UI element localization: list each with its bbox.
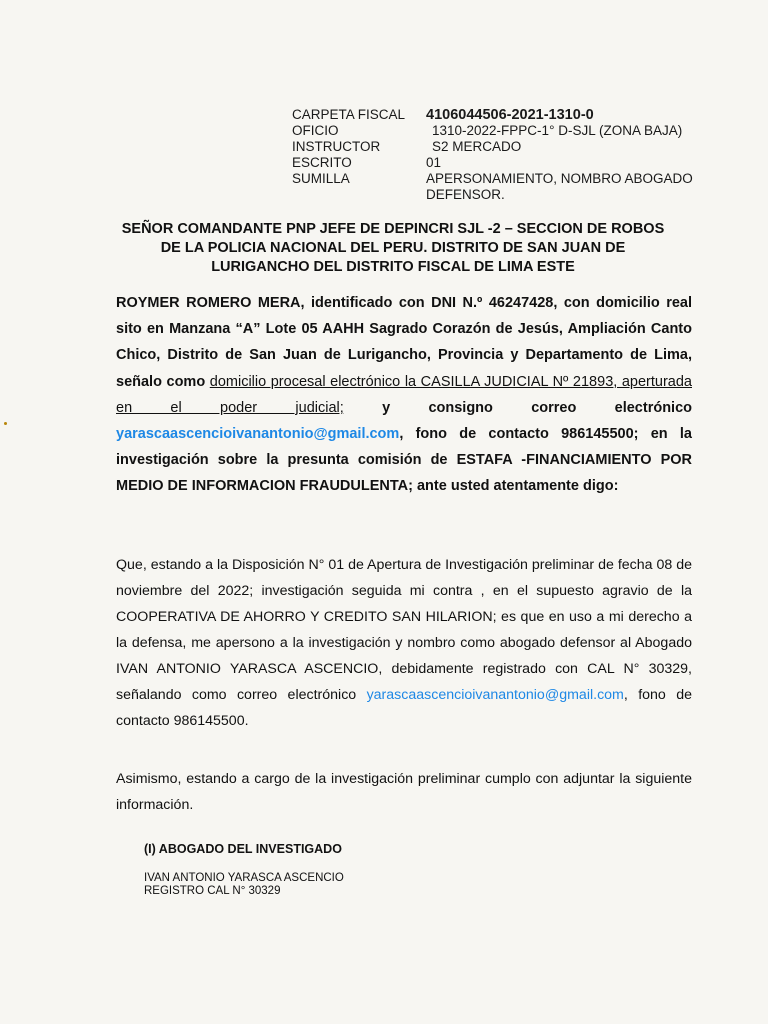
escrito-value: 01 [426, 155, 442, 170]
instructor-value: S2 MERCADO [432, 139, 522, 154]
paragraph1-text: Que, estando a la Disposición N° 01 de Apertura de Investigación preliminar de fecha 08 de noviembre del 2022; investigación seguida mi contra , en el supuesto agravio de la COOPERATIVA DE AHORRO Y CREDITO SAN HILARION; es que en uso a mi derecho a la defensa, me apersono a la investigación y nombro como abogado defensor al Abogado IVAN ANTONIO YARASCA ASCENCIO, debidamente registrado con CAL N° 30329, señalando como correo electrónico [116, 557, 692, 703]
sumilla-line-1: APERSONAMIENTO, NOMBRO ABOGADO [426, 171, 693, 186]
addressee-heading: SEÑOR COMANDANTE PNP JEFE DE DEPINCRI SJL -2 – SECCION DE ROBOS DE LA POLICIA NACIONAL DEL PERU. DISTRITO DE SAN JUAN DE LURIGANCHO DEL DISTRITO FISCAL DE LIMA ESTE [121, 221, 665, 275]
lawyer-registry: REGISTRO CAL N° 30329 [144, 885, 281, 897]
oficio-label: OFICIO [292, 123, 339, 138]
sumilla-value [426, 171, 693, 203]
intro-text-2: y consigno correo electrónico [343, 399, 692, 416]
ink-speck [4, 422, 7, 425]
header-row-carpeta [292, 107, 693, 123]
intro-text-1: ROYMER ROMERO MERA, identificado con DNI N.º 46247428, con domicilio real sito en Manzana “A” Lote 05 AAHH Sagrado Corazón de Jesús, Ampliación Canto Chico, Distrito de San Juan de Lurigancho, Provincia y Departamento de Lima, señalo como [116, 295, 692, 390]
case-header [292, 107, 693, 203]
intro-email-link[interactable]: yarascaascencioivanantonio@gmail.com [116, 426, 400, 443]
body-paragraph-1 [116, 552, 692, 734]
paragraph1-tail: , fono de contacto 986145500. [116, 687, 692, 729]
header-row-escrito [292, 155, 693, 171]
carpeta-value: 4106044506-2021-1310-0 [426, 107, 594, 123]
carpeta-label: CARPETA FISCAL [292, 107, 406, 122]
sumilla-line-2: DEFENSOR. [426, 187, 505, 202]
sumilla-label: SUMILLA [292, 171, 350, 186]
body-paragraph-2: Asimismo, estando a cargo de la investigación preliminar cumplo con adjuntar la siguiente información. [116, 771, 692, 813]
header-row-sumilla [292, 171, 693, 203]
intro-paragraph [116, 290, 692, 500]
paragraph1-email-link[interactable]: yarascaascencioivanantonio@gmail.com [366, 687, 624, 703]
intro-text-3: , fono de contacto 986145500; en la investigación sobre la presunta comisión de ESTAFA -FINANCIAMIENTO POR MEDIO DE INFORMACION FRAUDULENTA; ante usted atentamente digo: [116, 426, 692, 495]
procedural-domicile: domicilio procesal electrónico la CASILLA JUDICIAL Nº 21893, aperturada en el poder judicial; [116, 373, 692, 416]
lawyer-block [144, 872, 344, 898]
header-row-instructor [292, 139, 693, 155]
escrito-label: ESCRITO [292, 155, 352, 170]
lawyer-name: IVAN ANTONIO YARASCA ASCENCIO [144, 872, 344, 884]
instructor-label: INSTRUCTOR [292, 139, 381, 154]
section-title: (I) ABOGADO DEL INVESTIGADO [144, 842, 342, 856]
oficio-value: 1310-2022-FPPC-1° D-SJL (ZONA BAJA) [432, 123, 683, 138]
header-row-oficio [292, 123, 693, 139]
